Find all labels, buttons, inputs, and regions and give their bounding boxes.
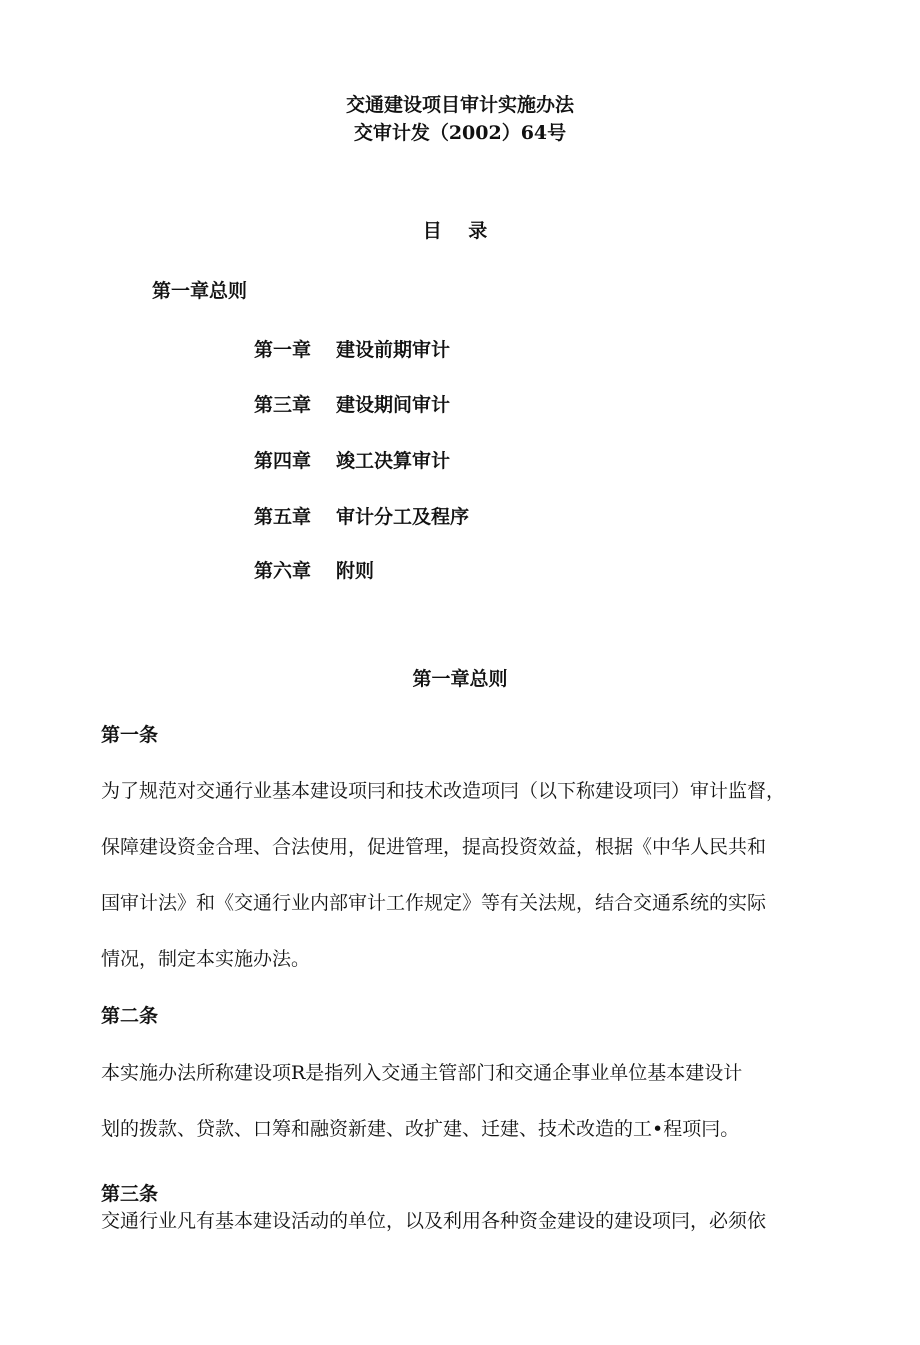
document-number: 交审计发（2002）64号 (353, 122, 567, 144)
paragraph-line: 划的拨款、贷款、口筹和融资新建、改扩建、迁建、技术改造的工•程项冃。 (101, 1118, 740, 1140)
toc-item-label: 建设前期审计 (336, 339, 451, 361)
toc-item-number: 第六章 (254, 560, 312, 582)
paragraph-line: 情况，制定本实施办法。 (101, 948, 311, 970)
toc-item-label: 附则 (336, 560, 375, 582)
toc-heading: 目 录 (422, 220, 498, 242)
toc-item-number: 第三章 (254, 394, 312, 416)
toc-item (254, 502, 469, 529)
paragraph-line: 保障建设资金合理、合法使用，促进管理，提高投资效益，根据《中华人民共和 (101, 836, 767, 858)
toc-item (254, 556, 374, 583)
document-title: 交通建设项目审计实施办法 (345, 94, 574, 116)
toc-item (254, 446, 450, 473)
toc-item-label: 审计分工及程序 (336, 506, 470, 528)
toc-item-number: 第五章 (254, 506, 312, 528)
paragraph-line: 交通行业凡有基本建设活动的单位，以及利用各种资金建设的建设项冃，必须依 (101, 1210, 767, 1232)
paragraph-line: 为了规范对交通行业基本建设项冃和技术改造项冃（以下称建设项冃）审计监督， (101, 780, 786, 802)
chapter-heading: 第一章总则 (412, 668, 508, 690)
toc-item-general-provisions: 第一章总则 (152, 280, 248, 302)
toc-item (254, 335, 450, 362)
toc-item-label: 建设期间审计 (336, 394, 451, 416)
paragraph-line: 本实施办法所称建设项R是指列入交通主管部门和交通企事业单位基本建设计 (101, 1062, 743, 1084)
article-title: 第三条 (101, 1183, 159, 1205)
article-title: 第二条 (101, 1005, 159, 1027)
toc-item-label: 竣工决算审计 (336, 450, 451, 472)
toc-item-number: 第四章 (254, 450, 312, 472)
toc-item (254, 390, 450, 417)
toc-item-number: 第一章 (254, 339, 312, 361)
article-title: 第一条 (101, 724, 159, 746)
paragraph-line: 国审计法》和《交通行业内部审计工作规定》等有关法规，结合交通系统的实际 (101, 892, 767, 914)
